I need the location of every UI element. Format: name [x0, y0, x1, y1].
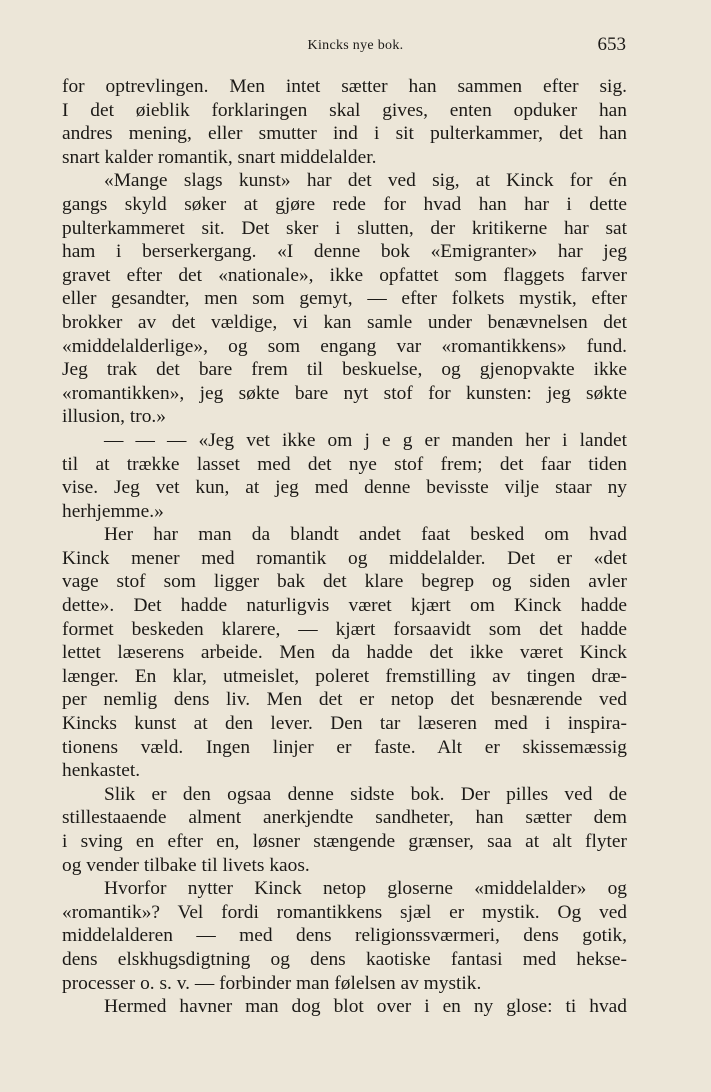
text-line: eller gesandter, men som gemyt, — efter folkets mystik, efter: [62, 288, 627, 310]
running-title: Kincks nye bok.: [307, 38, 404, 53]
text-line: for optrevlingen. Men intet sætter han sammen efter sig.: [62, 76, 627, 97]
text-line: Her har man da blandt andet faat besked om hvad: [104, 524, 627, 546]
text-line: Slik er den ogsaa denne sidste bok. Der pilles ved de: [104, 783, 627, 805]
text-line: Kincks kunst at den lever. Den tar læseren med i inspira-: [62, 713, 627, 735]
text-line: i sving en efter en, løsner stængende grænser, saa at alt flyter: [62, 831, 627, 852]
page-header: [0, 34, 711, 58]
text-line: gravet efter det «nationale», ikke opfattet som flaggets farver: [62, 264, 627, 286]
text-line: lettet læserens arbeide. Men da hadde det ikke været Kinck: [62, 642, 627, 664]
text-line: «middelalderlige», og som engang var «romantikkens» fund.: [62, 335, 627, 357]
text-line: vage stof som ligger bak det klare begrep og siden avler: [62, 571, 627, 593]
text-line: andres mening, eller smutter ind i sit pulterkammer, det han: [62, 123, 627, 145]
text-line: Jeg trak det bare frem til beskuelse, og gjenopvakte ikke: [62, 359, 627, 381]
text-line: middelalderen — med dens religionssværmeri, dens gotik,: [62, 925, 627, 947]
text-line: Hvorfor nytter Kinck netop gloserne «middelalder» og: [104, 878, 627, 900]
text-line: ham i berserkergang. «I denne bok «Emigranter» har jeg: [62, 241, 627, 263]
text-line: illusion, tro.»: [62, 406, 166, 428]
text-line: per nemlig dens liv. Men det er netop det besnærende ved: [62, 689, 627, 711]
text-line: og vender tilbake til livets kaos.: [62, 854, 310, 876]
page-number: 653: [597, 34, 626, 55]
text-line: til at trække lasset med det nye stof frem; det faar tiden: [62, 453, 627, 475]
text-line: henkastet.: [62, 760, 141, 782]
text-line: Kinck mener med romantik og middelalder. Det er «det: [62, 547, 627, 569]
text-line: I det øieblik forklaringen skal gives, enten opduker han: [62, 99, 627, 121]
text-line: «romantik»? Vel fordi romantikkens sjæl er mystik. Og ved: [62, 901, 627, 923]
text-line: Hermed havner man dog blot over i en ny glose: ti hvad: [104, 996, 627, 1018]
text-line: gangs skyld søker at gjøre rede for hvad han har i dette: [62, 193, 627, 215]
text-line: — — — «Jeg vet ikke om j e g er manden her i landet: [104, 429, 627, 451]
text-line: stillestaaende alment anerkjendte sandheter, han sætter dem: [62, 807, 627, 829]
text-line: vise. Jeg vet kun, at jeg med denne bevisste vilje staar ny: [62, 477, 627, 499]
text-line: herhjemme.»: [62, 500, 164, 522]
text-line: formet beskeden klarere, — kjært forsaavidt som det hadde: [62, 618, 627, 640]
text-line: dens elskhugsdigtning og dens kaotiske fantasi med hekse-: [62, 948, 627, 970]
body-text: [62, 75, 627, 1019]
text-line: processer o. s. v. — forbinder man følelsen av mystik.: [62, 972, 482, 994]
text-line: tionens væld. Ingen linjer er faste. Alt er skissemæssig: [62, 736, 627, 758]
text-line: dette». Det hadde naturligvis været kjært om Kinck hadde: [62, 595, 627, 617]
text-line: «romantikken», jeg søkte bare nyt stof for kunsten: jeg søkte: [62, 382, 627, 404]
text-line: pulterkammeret sit. Det sker i slutten, der kritikerne har sat: [62, 217, 627, 239]
text-line: brokker av det vældige, vi kan samle under benævnelsen det: [62, 311, 627, 333]
text-line: længer. En klar, utmeislet, poleret fremstilling av tingen dræ-: [62, 665, 627, 687]
text-line: snart kalder romantik, snart middelalder.: [62, 146, 377, 168]
text-line: «Mange slags kunst» har det ved sig, at Kinck for én: [104, 170, 627, 192]
